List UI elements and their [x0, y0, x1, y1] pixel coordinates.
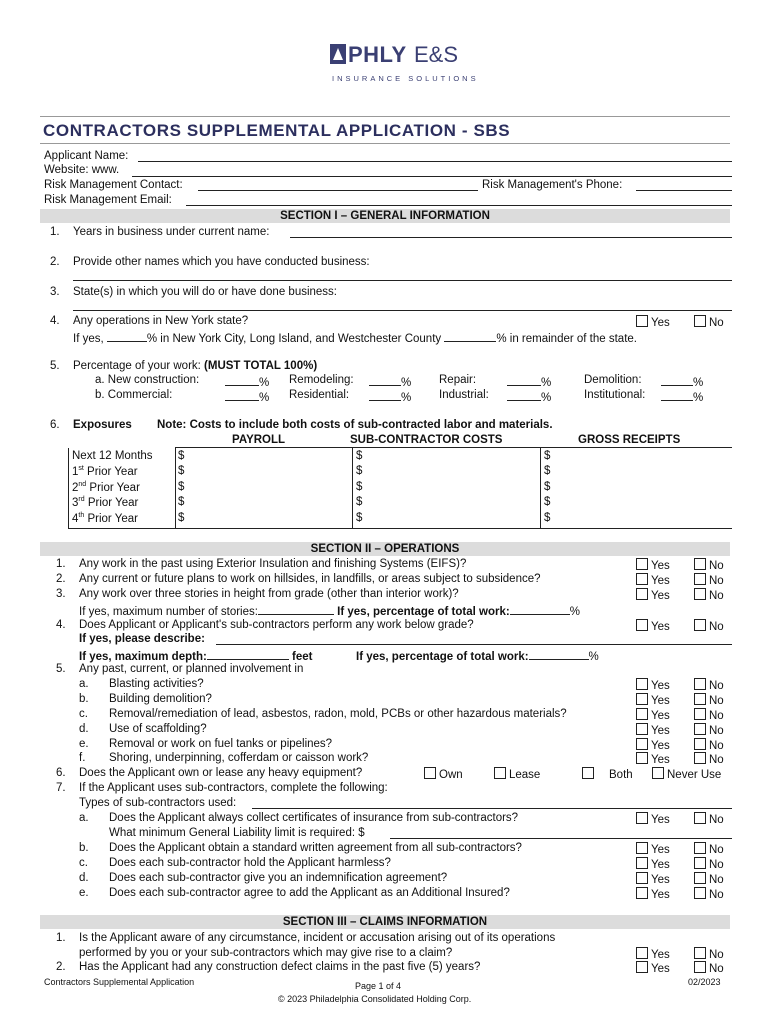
section-2-header: SECTION II – OPERATIONS: [40, 542, 730, 556]
checkbox-icon: [694, 723, 706, 735]
checkbox-icon: [636, 857, 648, 869]
s2-q4-pct-field[interactable]: [529, 648, 589, 660]
checkbox-icon: [694, 738, 706, 750]
q5-new-field[interactable]: [225, 374, 259, 386]
gross-cell[interactable]: $: [544, 496, 551, 508]
risk-phone-label: Risk Management's Phone:: [482, 179, 623, 191]
gross-cell[interactable]: $: [544, 481, 551, 493]
checkbox-icon: [694, 887, 706, 899]
yes-checkbox[interactable]: Yes: [636, 573, 670, 587]
payroll-cell[interactable]: $: [178, 450, 185, 462]
checkbox-icon: [694, 752, 706, 764]
s1-q6: Exposures: [73, 419, 132, 431]
checkbox-icon: [636, 738, 648, 750]
s2-q5b: Building demolition?: [109, 693, 212, 705]
checkbox-icon: [694, 857, 706, 869]
s1-q4-rest-field[interactable]: [444, 330, 496, 342]
checkbox-icon: [636, 315, 648, 327]
s2-q7-limit: What minimum General Liability limit is required: $: [109, 827, 365, 839]
q5-residential-field[interactable]: [369, 389, 401, 401]
no-checkbox[interactable]: No: [694, 678, 724, 692]
checkbox-icon: [694, 708, 706, 720]
yes-checkbox[interactable]: Yes: [636, 961, 670, 975]
s1-q4-detail-c: % in remainder of the state.: [496, 333, 637, 345]
s2-q3-pct-label: If yes, percentage of total work:: [337, 606, 510, 618]
no-checkbox[interactable]: No: [694, 961, 724, 975]
q5-commercial: b. Commercial:: [95, 389, 173, 401]
checkbox-icon: [636, 723, 648, 735]
s2-q3-pct-field[interactable]: [510, 603, 570, 615]
no-checkbox[interactable]: No: [694, 588, 724, 602]
checkbox-icon: [694, 693, 706, 705]
checkbox-icon: [694, 619, 706, 631]
payroll-cell[interactable]: $: [178, 481, 185, 493]
s3-q1a: Is the Applicant aware of any circumstance, incident or accusation arising out of its operations: [79, 932, 556, 944]
checkbox-icon: [636, 558, 648, 570]
subcontractor-cell[interactable]: $: [356, 465, 363, 477]
no-checkbox[interactable]: No: [694, 573, 724, 587]
q5-institutional-field[interactable]: [661, 389, 693, 401]
no-checkbox[interactable]: No: [694, 947, 724, 961]
s2-q3-detail: If yes, maximum number of stories:: [79, 606, 258, 618]
risk-contact-label: Risk Management Contact:: [44, 179, 183, 191]
s2-q3: Any work over three stories in height from grade (other than interior work)?: [79, 588, 459, 600]
s2-q4-describe-field[interactable]: [216, 644, 732, 645]
risk-email-field[interactable]: [186, 205, 732, 206]
col-payroll: PAYROLL: [232, 434, 286, 446]
no-checkbox[interactable]: No: [694, 723, 724, 737]
yes-checkbox[interactable]: Yes: [636, 857, 670, 871]
yes-checkbox[interactable]: Yes: [636, 588, 670, 602]
applicant-name-field[interactable]: [138, 161, 732, 162]
q5-demolition: Demolition:: [584, 374, 642, 386]
s2-q7e: Does each sub-contractor agree to add the Applicant as an Additional Insured?: [109, 887, 510, 899]
s2-q6-lease[interactable]: Lease: [494, 767, 540, 781]
checkbox-icon: [694, 315, 706, 327]
checkbox-icon: [636, 872, 648, 884]
risk-email-label: Risk Management Email:: [44, 194, 172, 206]
checkbox-icon: [694, 678, 706, 690]
no-checkbox[interactable]: No: [694, 842, 724, 856]
s3-q1b: performed by you or your sub-contractors which may give rise to a claim?: [79, 947, 453, 959]
s2-q6-both[interactable]: Both: [582, 767, 633, 781]
s1-q2-field[interactable]: [73, 280, 732, 281]
yes-checkbox[interactable]: Yes: [636, 708, 670, 722]
checkbox-icon: [636, 812, 648, 824]
checkbox-icon: [424, 767, 436, 779]
table-row: 4th Prior Year: [72, 512, 138, 525]
no-checkbox[interactable]: No: [694, 872, 724, 886]
s2-q4-depth-field[interactable]: [207, 648, 289, 660]
checkbox-icon: [694, 588, 706, 600]
logo-tagline: INSURANCE SOLUTIONS: [332, 74, 479, 83]
checkbox-icon: [636, 588, 648, 600]
s2-q4: Does Applicant or Applicant's sub-contractors perform any work below grade?: [79, 619, 474, 631]
q5-repair: Repair:: [439, 374, 477, 386]
checkbox-icon: [494, 767, 506, 779]
q5-industrial: Industrial:: [439, 389, 489, 401]
yes-checkbox[interactable]: Yes: [636, 947, 670, 961]
section-1-header: SECTION I – GENERAL INFORMATION: [40, 209, 730, 223]
checkbox-icon: [694, 812, 706, 824]
page-title: CONTRACTORS SUPPLEMENTAL APPLICATION - SBS: [43, 121, 511, 140]
checkbox-icon: [636, 887, 648, 899]
gross-cell[interactable]: $: [544, 512, 551, 524]
payroll-cell[interactable]: $: [178, 512, 185, 524]
footer-page: Page 1 of 4: [355, 981, 402, 991]
s2-q7-types-field[interactable]: [252, 808, 732, 809]
s2-q7-limit-field[interactable]: [390, 838, 732, 839]
s1-q4-no[interactable]: No: [694, 315, 724, 329]
col-gross: GROSS RECEIPTS: [578, 434, 681, 446]
s2-q5d: Use of scaffolding?: [109, 723, 207, 735]
risk-contact-field[interactable]: [198, 190, 478, 191]
checkbox-icon: [636, 708, 648, 720]
no-checkbox[interactable]: No: [694, 752, 724, 766]
checkbox-icon: [582, 767, 594, 779]
checkbox-icon: [636, 842, 648, 854]
s2-q4-pct-label: If yes, percentage of total work:: [356, 651, 529, 663]
s1-q3-field[interactable]: [73, 310, 732, 311]
checkbox-icon: [636, 947, 648, 959]
s1-q4-yes[interactable]: Yes: [636, 315, 670, 329]
subcontractor-cell[interactable]: $: [356, 496, 363, 508]
logo-mark-icon: [330, 44, 346, 64]
s1-q5-bold: (MUST TOTAL 100%): [204, 360, 318, 372]
s2-q7d: Does each sub-contractor give you an indemnification agreement?: [109, 872, 448, 884]
no-checkbox[interactable]: No: [694, 812, 724, 826]
checkbox-icon: [694, 573, 706, 585]
no-checkbox[interactable]: No: [694, 558, 724, 572]
payroll-cell[interactable]: $: [178, 496, 185, 508]
no-checkbox[interactable]: No: [694, 619, 724, 633]
s2-q5e: Removal or work on fuel tanks or pipelines?: [109, 738, 333, 750]
s2-q7-types: Types of sub-contractors used:: [79, 797, 237, 809]
checkbox-icon: [694, 961, 706, 973]
footer-copyright: © 2023 Philadelphia Consolidated Holding Corp.: [278, 994, 472, 1004]
q5-repair-field[interactable]: [507, 374, 541, 386]
applicant-name-label: Applicant Name:: [44, 150, 129, 162]
s1-q4-detail-b: % in New York City, Long Island, and Westchester County: [146, 333, 442, 345]
s1-q1: Years in business under current name:: [73, 226, 270, 238]
checkbox-icon: [636, 619, 648, 631]
s1-q1-field[interactable]: [290, 237, 732, 238]
subcontractor-cell[interactable]: $: [356, 481, 363, 493]
yes-checkbox[interactable]: Yes: [636, 693, 670, 707]
checkbox-icon: [636, 678, 648, 690]
no-checkbox[interactable]: No: [694, 887, 724, 901]
logo-suffix: E&S: [414, 42, 459, 67]
yes-checkbox[interactable]: Yes: [636, 723, 670, 737]
website-label: Website: www.: [44, 164, 120, 176]
q5-institutional: Institutional:: [584, 389, 646, 401]
no-checkbox[interactable]: No: [694, 693, 724, 707]
s2-q6: Does the Applicant own or lease any heavy equipment?: [79, 767, 363, 779]
logo-brand: PHLY: [348, 42, 407, 67]
col-subcontractor: SUB-CONTRACTOR COSTS: [350, 434, 503, 446]
s1-q3: State(s) in which you will do or have done business:: [73, 286, 338, 298]
checkbox-icon: [636, 573, 648, 585]
subcontractor-cell[interactable]: $: [356, 512, 363, 524]
s2-q5a: Blasting activities?: [109, 678, 204, 690]
gross-cell[interactable]: $: [544, 465, 551, 477]
payroll-cell[interactable]: $: [178, 465, 185, 477]
checkbox-icon: [636, 752, 648, 764]
risk-phone-field[interactable]: [636, 190, 732, 191]
s2-q5c: Removal/remediation of lead, asbestos, radon, mold, PCBs or other hazardous materials?: [109, 708, 567, 720]
q5-new-construction: a. New construction:: [95, 374, 200, 386]
checkbox-icon: [694, 872, 706, 884]
s2-q2: Any current or future plans to work on hillsides, in landfills, or areas subject to subsidence?: [79, 573, 541, 585]
yes-checkbox[interactable]: Yes: [636, 619, 670, 633]
footer-date: 02/2023: [688, 977, 721, 987]
checkbox-icon: [636, 961, 648, 973]
subcontractor-cell[interactable]: $: [356, 450, 363, 462]
yes-checkbox[interactable]: Yes: [636, 812, 670, 826]
table-row: 2nd Prior Year: [72, 481, 140, 494]
website-field[interactable]: [132, 176, 732, 177]
q5-demo-field[interactable]: [661, 374, 693, 386]
checkbox-icon: [694, 842, 706, 854]
yes-checkbox[interactable]: Yes: [636, 558, 670, 572]
checkbox-icon: [694, 558, 706, 570]
s2-q4-describe: If yes, please describe:: [79, 633, 205, 645]
table-row: 3rd Prior Year: [72, 496, 139, 509]
gross-cell[interactable]: $: [544, 450, 551, 462]
q5-remodel-field[interactable]: [369, 374, 401, 386]
s2-q3-stories-field[interactable]: [258, 603, 334, 615]
s2-q6-never[interactable]: Never Use: [652, 767, 721, 781]
checkbox-icon: [652, 767, 664, 779]
s1-q2: Provide other names which you have conducted business:: [73, 256, 370, 268]
s3-q2: Has the Applicant had any construction defect claims in the past five (5) years?: [79, 961, 481, 973]
yes-checkbox[interactable]: Yes: [636, 887, 670, 901]
q5-residential: Residential:: [289, 389, 350, 401]
s2-q7c: Does each sub-contractor hold the Applicant harmless?: [109, 857, 391, 869]
s1-q6-note: Note: Costs to include both costs of sub-contracted labor and materials.: [157, 419, 553, 431]
s2-q6-own[interactable]: Own: [424, 767, 463, 781]
yes-checkbox[interactable]: Yes: [636, 678, 670, 692]
s2-q4-depth: If yes, maximum depth:: [79, 651, 207, 663]
s2-q1: Any work in the past using Exterior Insulation and finishing Systems (EIFS)?: [79, 558, 467, 570]
checkbox-icon: [636, 693, 648, 705]
s2-q5: Any past, current, or planned involvement in: [79, 663, 304, 675]
table-row: Next 12 Months: [72, 450, 153, 462]
q5-industrial-field[interactable]: [507, 389, 541, 401]
q5-commercial-field[interactable]: [225, 389, 259, 401]
no-checkbox[interactable]: No: [694, 857, 724, 871]
no-checkbox[interactable]: No: [694, 708, 724, 722]
s2-q7a: Does the Applicant always collect certificates of insurance from sub-contractors?: [109, 812, 519, 824]
yes-checkbox[interactable]: Yes: [636, 842, 670, 856]
s1-q5: Percentage of your work:: [73, 360, 201, 372]
yes-checkbox[interactable]: Yes: [636, 752, 670, 766]
section-3-header: SECTION III – CLAIMS INFORMATION: [40, 915, 730, 929]
footer-left: Contractors Supplemental Application: [44, 977, 195, 987]
yes-checkbox[interactable]: Yes: [636, 738, 670, 752]
s1-q4-detail-a: If yes,: [73, 333, 104, 345]
s2-q7b: Does the Applicant obtain a standard written agreement from all sub-contractors?: [109, 842, 522, 854]
yes-checkbox[interactable]: Yes: [636, 872, 670, 886]
no-checkbox[interactable]: No: [694, 738, 724, 752]
checkbox-icon: [694, 947, 706, 959]
s1-q4: Any operations in New York state?: [73, 315, 249, 327]
s1-q4-nyc-field[interactable]: [107, 330, 147, 342]
q5-remodeling: Remodeling:: [289, 374, 354, 386]
table-row: 1st Prior Year: [72, 465, 138, 478]
s2-q7: If the Applicant uses sub-contractors, complete the following:: [79, 782, 388, 794]
s2-q5f: Shoring, underpinning, cofferdam or caisson work?: [109, 752, 369, 764]
